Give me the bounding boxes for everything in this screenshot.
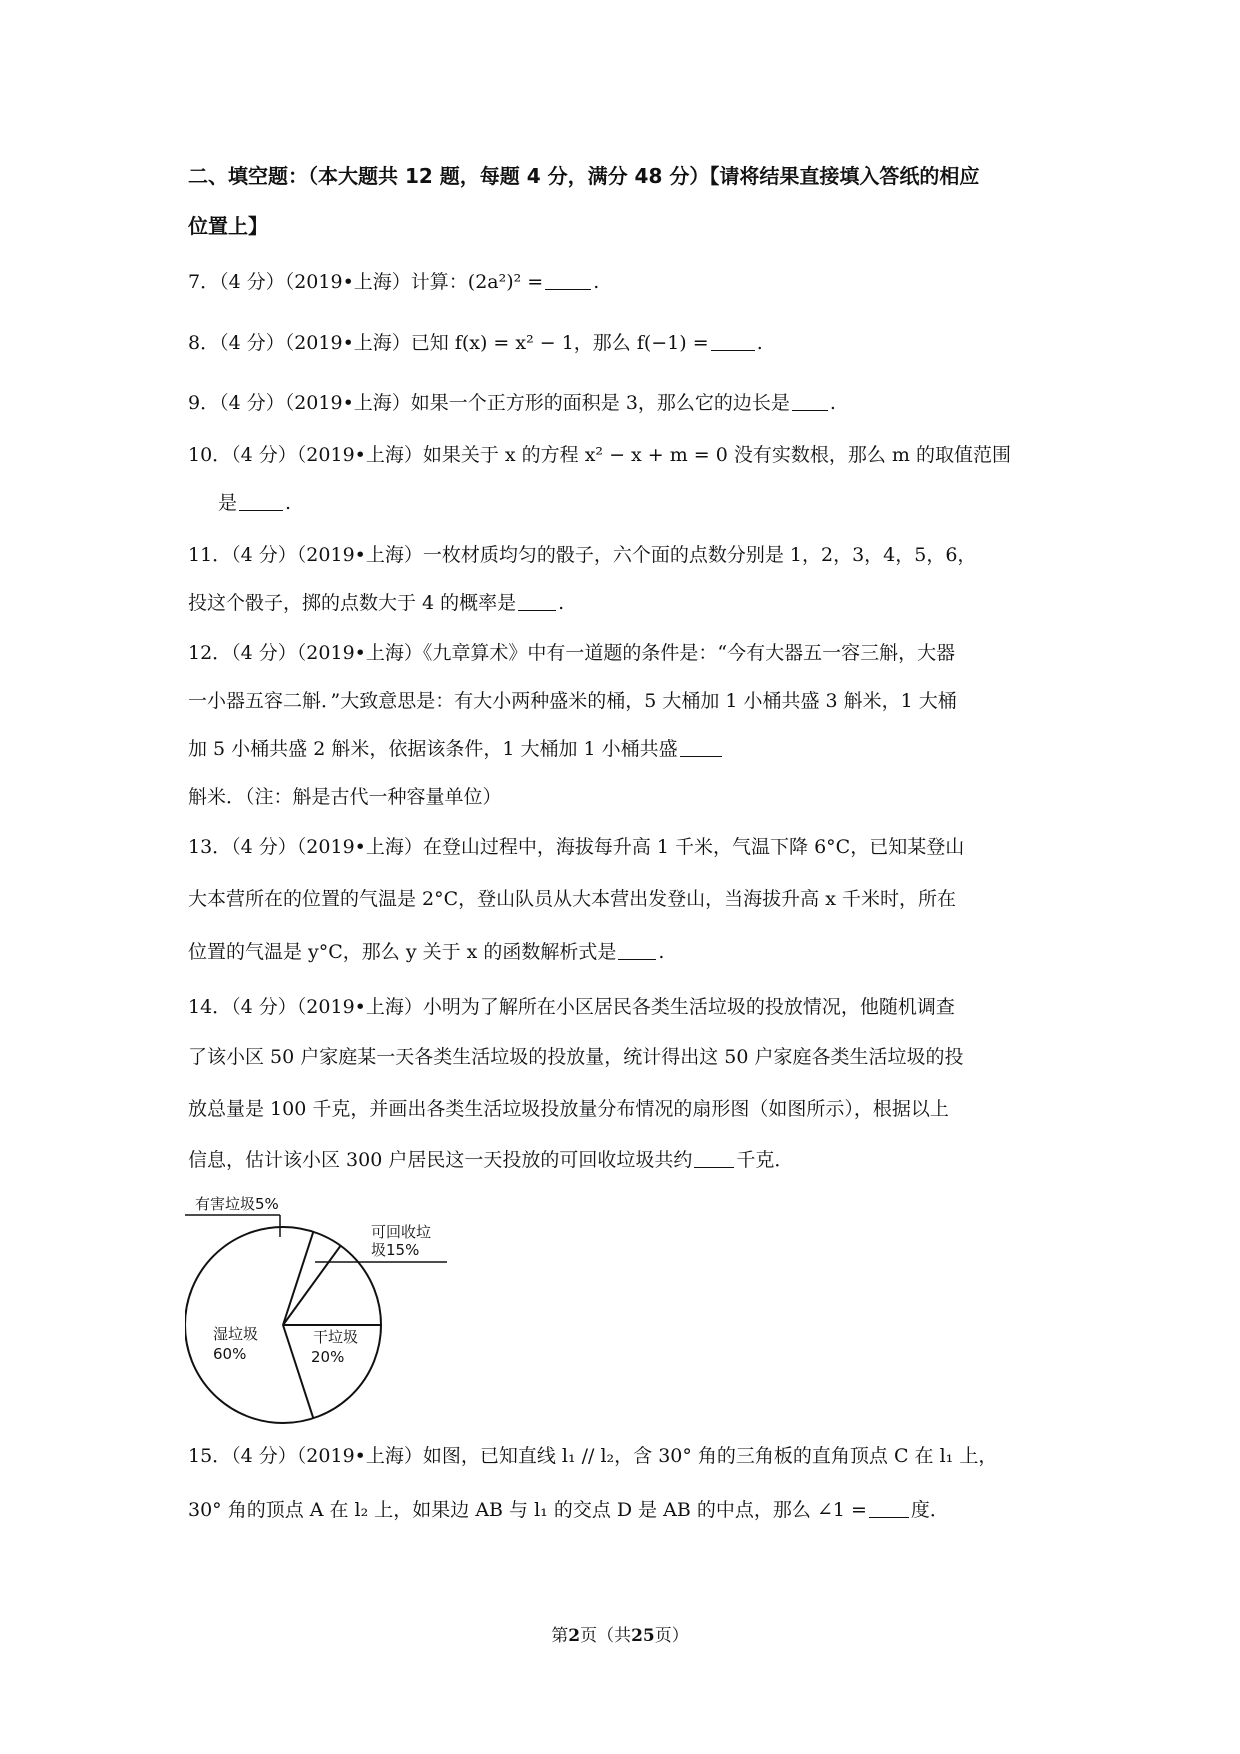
question-10-line2 xyxy=(218,491,291,516)
answer-blank xyxy=(694,1148,734,1168)
question-15-line2 xyxy=(188,1498,949,1523)
section-title-line2: 位置上】 xyxy=(188,214,268,238)
answer-blank xyxy=(545,270,591,290)
period: . xyxy=(593,271,600,293)
question-12-line3 xyxy=(188,737,724,762)
pie-sector-boundary-0 xyxy=(283,1232,313,1325)
question-7 xyxy=(188,270,599,295)
question-7-text: 7．（4 分）（2019•上海）计算：(2a²)² = xyxy=(188,271,544,293)
answer-blank xyxy=(711,331,755,351)
question-14-line4 xyxy=(188,1148,793,1173)
question-12-line2: 一小器五容二斛．”大致意思是：有大小两种盛米的桶，5 大桶加 1 小桶共盛 3 斛米，1 大桶 xyxy=(188,690,957,712)
question-14-unit: 千克． xyxy=(736,1149,794,1171)
period: . xyxy=(558,592,565,614)
question-14-line2: 了该小区 50 户家庭某一天各类生活垃圾的投放量，统计得出这 50 户家庭各类生活垃圾的投 xyxy=(188,1046,964,1068)
question-12-text: 加 5 小桶共盛 2 斛米，依据该条件，1 大桶加 1 小桶共盛 xyxy=(188,738,678,760)
question-15-unit: 度． xyxy=(910,1499,949,1521)
pie-sector-lines xyxy=(283,1232,381,1418)
answer-blank xyxy=(239,491,283,511)
section-title-line1: 二、填空题：（本大题共 12 题，每题 4 分，满分 48 分）【请将结果直接填入答纸的相应 xyxy=(188,164,980,188)
page-footer xyxy=(0,1621,1240,1646)
question-11-line1: 11．（4 分）（2019•上海）一枚材质均匀的骰子，六个面的点数分别是 1，2，3，4，5，6， xyxy=(188,544,977,566)
garbage-pie-chart xyxy=(185,1192,475,1432)
answer-blank xyxy=(618,940,656,960)
question-13-line1: 13．（4 分）（2019•上海）在登山过程中，海拔每升高 1 千米，气温下降 6°C，已知某登山 xyxy=(188,836,965,858)
question-12-line1: 12．（4 分）（2019•上海）《九章算术》中有一道题的条件是：“今有大器五一容三斛，大器 xyxy=(188,642,956,664)
question-11-line2 xyxy=(188,591,564,616)
question-13-text-end: 位置的气温是 y°C，那么 y 关于 x 的函数解析式是 xyxy=(188,941,617,963)
period: . xyxy=(658,941,665,963)
period: . xyxy=(285,492,292,514)
question-15-text: 30° 角的顶点 A 在 l₂ 上，如果边 AB 与 l₁ 的交点 D 是 AB 的中点，那么 ∠1 = xyxy=(188,1499,867,1521)
period: . xyxy=(756,332,763,354)
question-15-line1: 15．（4 分）（2019•上海）如图，已知直线 l₁ // l₂，含 30° 角的三角板的直角顶点 C 在 l₁ 上， xyxy=(188,1445,998,1467)
slice-label-wet-line1: 湿垃圾 xyxy=(213,1325,259,1343)
question-10-line1: 10．（4 分）（2019•上海）如果关于 x 的方程 x² − x + m = 0 没有实数根，那么 m 的取值范围 xyxy=(188,444,1011,466)
question-14-line3: 放总量是 100 千克，并画出各类生活垃圾投放量分布情况的扇形图（如图所示），根据以上 xyxy=(188,1098,949,1120)
footer-suffix: 页） xyxy=(654,1626,689,1646)
footer-page-number: 2 xyxy=(568,1626,581,1646)
question-9 xyxy=(188,391,836,416)
answer-blank xyxy=(792,391,828,411)
slice-label-harmful: 有害垃圾5% xyxy=(195,1195,279,1213)
question-14-line1: 14．（4 分）（2019•上海）小明为了解所在小区居民各类生活垃圾的投放情况，他随机调查 xyxy=(188,996,955,1018)
slice-label-wet-line2: 60% xyxy=(213,1345,247,1363)
question-13-line3 xyxy=(188,940,664,965)
slice-label-recyclable-line2: 圾15% xyxy=(371,1241,420,1259)
footer-middle: 页（共 xyxy=(580,1626,632,1646)
slice-label-recyclable-line1: 可回收垃 xyxy=(371,1223,432,1241)
answer-blank xyxy=(518,591,556,611)
question-8-text: 8．（4 分）（2019•上海）已知 f(x) = x² − 1，那么 f(−1) = xyxy=(188,332,709,354)
footer-prefix: 第 xyxy=(551,1626,569,1646)
question-10-text-end: 是 xyxy=(218,492,238,514)
slice-label-dry-line1: 干垃圾 xyxy=(313,1328,359,1346)
question-14-text: 信息，估计该小区 300 户居民这一天投放的可回收垃圾共约 xyxy=(188,1149,693,1171)
question-8 xyxy=(188,331,763,356)
slice-label-dry-line2: 20% xyxy=(311,1348,345,1366)
answer-blank xyxy=(680,737,722,757)
question-9-text: 9．（4 分）（2019•上海）如果一个正方形的面积是 3，那么它的边长是 xyxy=(188,392,790,414)
question-12-line4: 斛米．（注：斛是古代一种容量单位） xyxy=(188,786,502,808)
pie-sector-boundary-3 xyxy=(283,1325,313,1418)
period: . xyxy=(829,392,836,414)
answer-blank xyxy=(869,1498,909,1518)
question-13-line2: 大本营所在的位置的气温是 2°C，登山队员从大本营出发登山，当海拔升高 x 千米时，所在 xyxy=(188,888,956,910)
question-11-text-end: 投这个骰子，掷的点数大于 4 的概率是 xyxy=(188,592,517,614)
footer-total-pages: 25 xyxy=(631,1626,655,1646)
pie-sector-boundary-1 xyxy=(283,1246,341,1325)
